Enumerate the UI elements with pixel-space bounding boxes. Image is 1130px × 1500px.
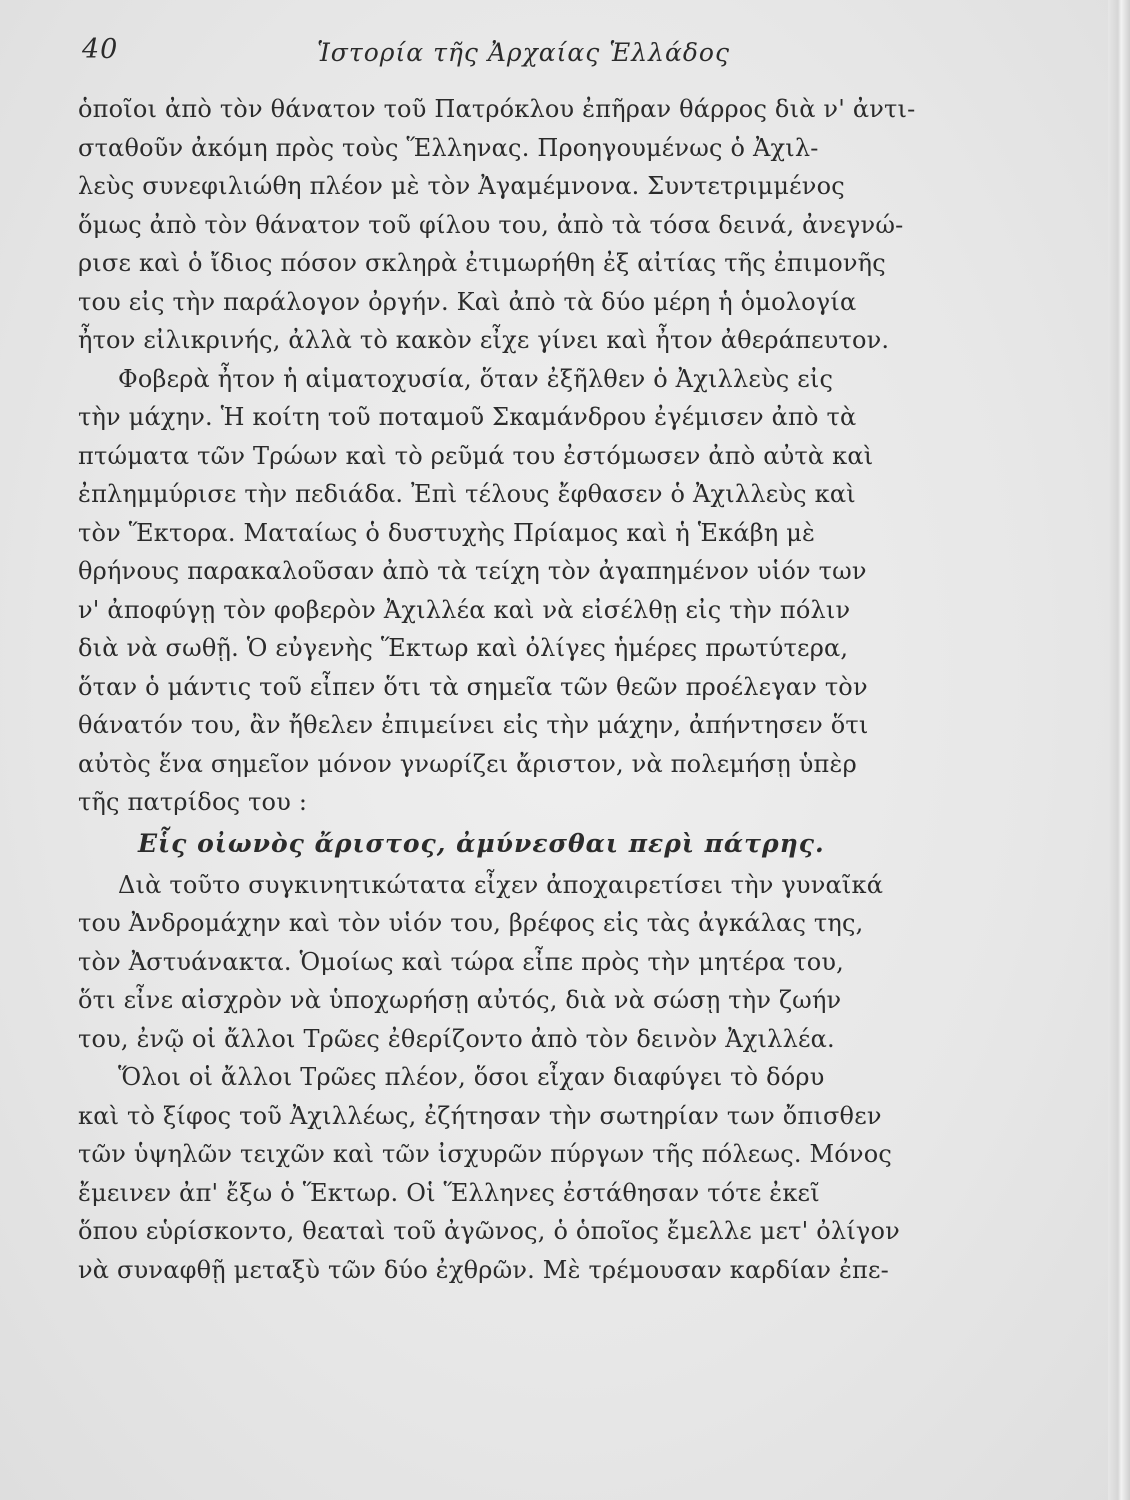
- text-line: ὁποῖοι ἀπὸ τὸν θάνατον τοῦ Πατρόκλου ἐπῆραν θάρρος διὰ ν' ἀντι-: [78, 95, 916, 123]
- text-line: θρήνους παρακαλοῦσαν ἀπὸ τὰ τείχη τὸν ἀγαπημένον υἱόν των: [78, 557, 867, 585]
- text-line: του, ἐνῷ οἱ ἄλλοι Τρῶες ἐθερίζοντο ἀπὸ τὸν δεινὸν Ἀχιλλέα.: [78, 1024, 835, 1053]
- page-header: [82, 28, 982, 78]
- text-line: τὴν μάχην. Ἡ κοίτη τοῦ ποταμοῦ Σκαμάνδρου ἐγέμισεν ἀπὸ τὰ: [78, 403, 857, 431]
- text-line: ὅμως ἀπὸ τὸν θάνατον τοῦ φίλου του, ἀπὸ τὰ τόσα δεινά, ἀνεγνώ-: [78, 210, 904, 239]
- text-line: τὸν Ἀστυάνακτα. Ὁμοίως καὶ τώρα εἶπε πρὸς τὴν μητέρα του,: [78, 947, 844, 976]
- text-line: πτώματα τῶν Τρώων καὶ τὸ ρεῦμά του ἐστόμωσεν ἀπὸ αὐτὰ καὶ: [78, 441, 874, 470]
- text-line: καὶ τὸ ξίφος τοῦ Ἀχιλλέως, ἐζήτησαν τὴν σωτηρίαν των ὄπισθεν: [78, 1101, 882, 1130]
- text-line: ἐπλημμύρισε τὴν πεδιάδα. Ἐπὶ τέλους ἔφθασεν ὁ Ἀχιλλεὺς καὶ: [78, 480, 856, 508]
- running-title: Ἱστορία τῆς Ἀρχαίας Ἑλλάδος: [317, 38, 730, 67]
- text-line: διὰ νὰ σωθῇ. Ὁ εὐγενὴς Ἕκτωρ καὶ ὀλίγες ἡμέρες πρωτύτερα,: [78, 634, 849, 662]
- paragraph-start-line: Φοβερὰ ἦτον ἡ αἱματοχυσία, ὅταν ἐξῆλθεν ὁ Ἀχιλλεὺς εἰς: [118, 364, 834, 393]
- text-line: ἔμεινεν ἀπ' ἔξω ὁ Ἕκτωρ. Οἱ Ἕλληνες ἐστάθησαν τότε ἐκεῖ: [78, 1178, 820, 1207]
- text-line: νὰ συναφθῇ μεταξὺ τῶν δύο ἐχθρῶν. Μὲ τρέμουσαν καρδίαν ἐπε-: [78, 1255, 889, 1284]
- body-text: [78, 90, 978, 1289]
- text-line: θάνατόν του, ἂν ἤθελεν ἐπιμείνει εἰς τὴν μάχην, ἀπήντησεν ὅτι: [78, 711, 869, 739]
- text-line: τὸν Ἕκτορα. Ματαίως ὁ δυστυχὴς Πρίαμος καὶ ἡ Ἑκάβη μὲ: [78, 518, 816, 547]
- text-line: του Ἀνδρομάχην καὶ τὸν υἱόν του, βρέφος εἰς τὰς ἀγκάλας της,: [78, 909, 864, 937]
- text-line: ἦτον εἰλικρινής, ἀλλὰ τὸ κακὸν εἶχε γίνει καὶ ἦτον ἀθεράπευτον.: [78, 326, 890, 354]
- paragraph-start-line: Ὅλοι οἱ ἄλλοι Τρῶες πλέον, ὅσοι εἶχαν διαφύγει τὸ δόρυ: [118, 1063, 825, 1091]
- text-line: τῶν ὑψηλῶν τειχῶν καὶ τῶν ἰσχυρῶν πύργων τῆς πόλεως. Μόνος: [78, 1140, 893, 1168]
- text-line: σταθοῦν ἀκόμη πρὸς τοὺς Ἕλληνας. Προηγουμένως ὁ Ἀχιλ-: [78, 133, 819, 162]
- text-line: ὅπου εὑρίσκοντο, θεαταὶ τοῦ ἀγῶνος, ὁ ὁποῖος ἔμελλε μετ' ὀλίγον: [78, 1217, 900, 1245]
- text-line: του εἰς τὴν παράλογον ὀργήν. Καὶ ἀπὸ τὰ δύο μέρη ἡ ὁμολογία: [78, 287, 857, 316]
- text-line: λεὺς συνεφιλιώθη πλέον μὲ τὸν Ἀγαμέμνονα. Συντετριμμένος: [78, 172, 845, 200]
- page-edge-shadow: [1108, 0, 1130, 1500]
- text-line: ρισε καὶ ὁ ἴδιος πόσον σκληρὰ ἐτιμωρήθη ἐξ αἰτίας τῆς ἐπιμονῆς: [78, 249, 886, 277]
- text-line: τῆς πατρίδος του :: [78, 788, 308, 816]
- text-line: αὐτὸς ἕνα σημεῖον μόνον γνωρίζει ἄριστον, νὰ πολεμήσῃ ὑπὲρ: [78, 749, 857, 778]
- text-line: ὅταν ὁ μάντις τοῦ εἶπεν ὅτι τὰ σημεῖα τῶν θεῶν προέλεγαν τὸν: [78, 672, 868, 701]
- page-number: 40: [82, 34, 119, 65]
- text-line: ὅτι εἶνε αἰσχρὸν νὰ ὑποχωρήσῃ αὐτός, διὰ νὰ σώσῃ τὴν ζωήν: [78, 986, 842, 1014]
- text-line: ν' ἀποφύγῃ τὸν φοβερὸν Ἀχιλλέα καὶ νὰ εἰσέλθῃ εἰς τὴν πόλιν: [78, 595, 851, 624]
- homeric-quote: Εἷς οἰωνὸς ἄριστος, ἀμύνεσθαι περὶ πάτρης.: [138, 828, 825, 858]
- paragraph-start-line: Διὰ τοῦτο συγκινητικώτατα εἶχεν ἀποχαιρετίσει τὴν γυναῖκά: [118, 870, 884, 899]
